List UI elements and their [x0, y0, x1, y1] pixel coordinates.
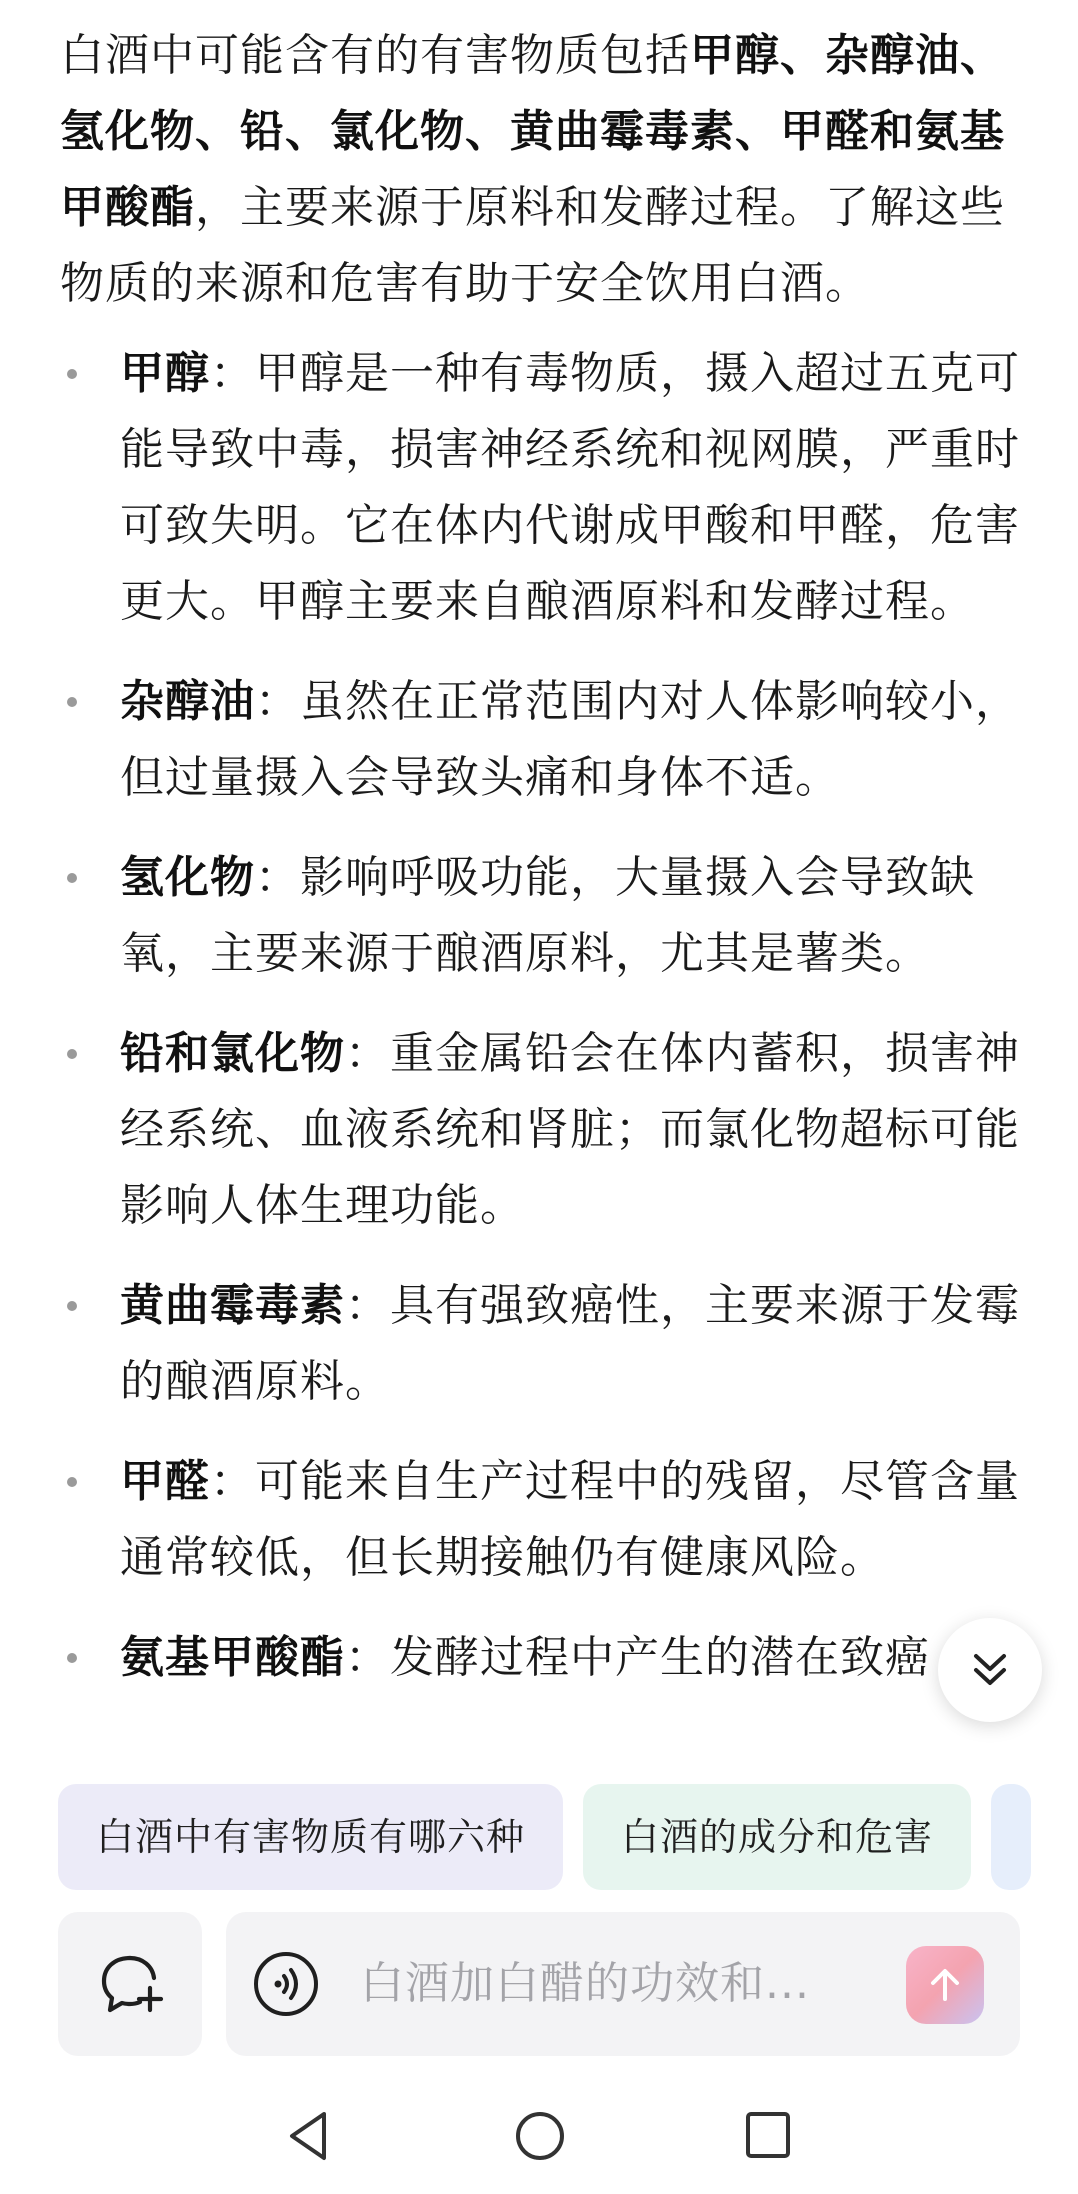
voice-icon[interactable] [252, 1950, 320, 2018]
item-text: ：影响呼吸功能，大量摄入会导致缺氧，主要来源于酿酒原料，尤其是薯类。 [120, 852, 975, 979]
item-term: 铅和氯化物 [120, 1028, 345, 1079]
item-term: 甲醇 [120, 348, 210, 399]
item-text: ：重金属铅会在体内蓄积，损害神经系统、血液系统和肾脏；而氯化物超标可能影响人体生理功能。 [120, 1028, 1020, 1231]
list-item [60, 336, 1022, 640]
new-chat-button[interactable] [58, 1912, 202, 2056]
bullet-dot [67, 369, 77, 379]
item-term: 甲醛 [120, 1456, 210, 1507]
item-text: ：甲醇是一种有毒物质，摄入超过五克可能导致中毒，损害神经系统和视网膜，严重时可致失明。它在体内代谢成甲酸和甲醛，危害更大。甲醇主要来自酿酒原料和发酵过程。 [120, 348, 1020, 627]
answer-content [60, 18, 1022, 1760]
suggestion-chips [58, 1784, 1078, 1890]
item-term: 黄曲霉毒素 [120, 1280, 345, 1331]
bullet-dot [67, 697, 77, 707]
recent-apps-icon[interactable] [744, 2110, 792, 2162]
intro-bold-list: 甲醇、杂醇油、氢化物、铅、氯化物、黄曲霉毒素、甲醛和氨基甲酸酯 [60, 30, 1005, 233]
item-text: ：虽然在正常范围内对人体影响较小，但过量摄入会导致头痛和身体不适。 [120, 676, 1020, 803]
scroll-to-bottom-button[interactable] [938, 1618, 1042, 1722]
send-button[interactable] [906, 1946, 984, 2024]
list-item [60, 1620, 1022, 1696]
chevron-double-down-icon [968, 1648, 1012, 1692]
item-term: 杂醇油 [120, 676, 255, 727]
bullet-dot [67, 873, 77, 883]
list-item [60, 1444, 1022, 1596]
item-term: 氨基甲酸酯 [120, 1632, 345, 1683]
list-item [60, 664, 1022, 816]
new-chat-icon [94, 1948, 166, 2020]
list-item [60, 1268, 1022, 1420]
message-input[interactable] [226, 1912, 1020, 2056]
item-text: ：具有强致癌性，主要来源于发霉的酿酒原料。 [120, 1280, 1020, 1407]
bullet-dot [67, 1653, 77, 1663]
bullet-dot [67, 1049, 77, 1059]
intro-paragraph [60, 18, 1022, 322]
suggestion-chip[interactable]: 白酒中有害物质有哪六种 [58, 1784, 563, 1890]
arrow-up-icon [925, 1965, 965, 2005]
system-navigation-bar [0, 2078, 1078, 2194]
input-placeholder: 白酒加白醋的功效和... [360, 1958, 810, 2009]
composer [58, 1912, 1020, 2056]
list-item [60, 1016, 1022, 1244]
back-icon[interactable] [282, 2108, 334, 2164]
hazard-list [60, 336, 1022, 1696]
bullet-dot [67, 1477, 77, 1487]
home-icon[interactable] [514, 2108, 566, 2164]
intro-tail: ，主要来源于原料和发酵过程。了解这些物质的来源和危害有助于安全饮用白酒。 [60, 182, 1005, 309]
item-text: ：可能来自生产过程中的残留，尽管含量通常较低，但长期接触仍有健康风险。 [120, 1456, 1020, 1583]
item-text: ：发酵过程中产生的潜在致癌 [345, 1632, 930, 1683]
list-item [60, 840, 1022, 992]
intro-lead: 白酒中可能含有的有害物质包括 [60, 30, 690, 81]
suggestion-chip-partial[interactable] [991, 1784, 1031, 1890]
bullet-dot [67, 1301, 77, 1311]
suggestion-chip[interactable]: 白酒的成分和危害 [583, 1784, 971, 1890]
item-term: 氢化物 [120, 852, 255, 903]
